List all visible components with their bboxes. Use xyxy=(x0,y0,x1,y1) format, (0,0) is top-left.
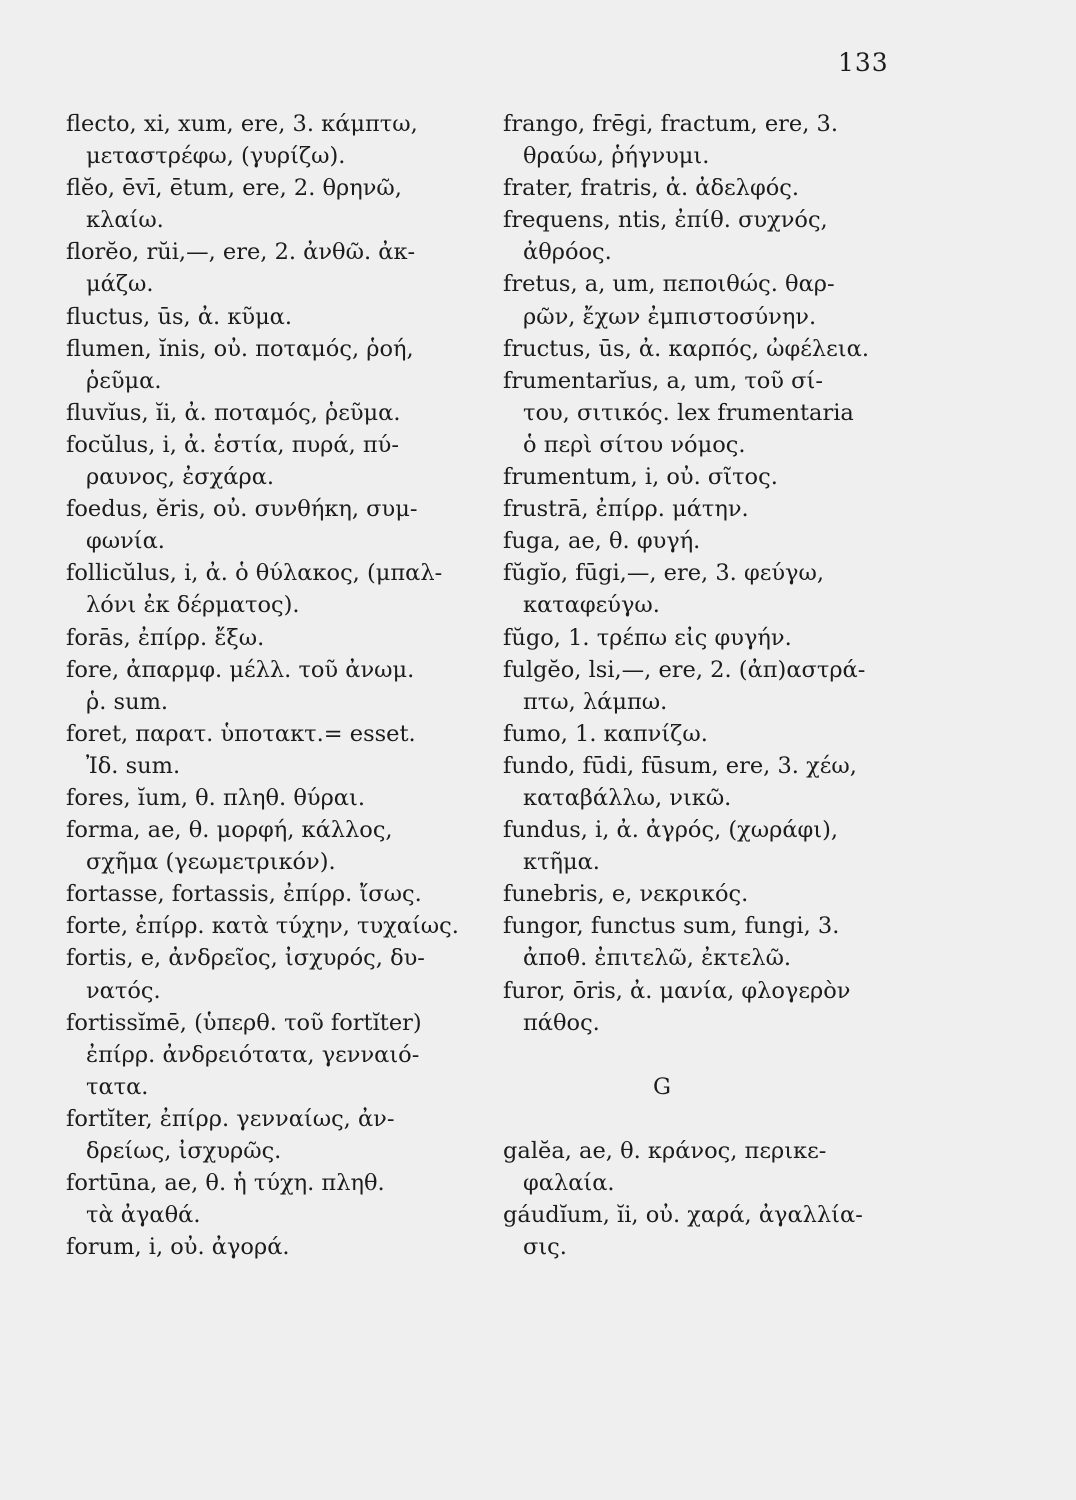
entry-line: forma, ae, θ. μορφή, κάλλος, xyxy=(66,817,393,844)
entry-continuation-line: δρείως, ἰσχυρῶς. xyxy=(86,1138,282,1164)
entry-continuation-line: φωνία. xyxy=(86,528,165,555)
entry-line: fungor, functus sum, fungi, 3. xyxy=(503,913,840,940)
entry-line: flĕo, ēvī, ētum, ere, 2. θρηνῶ, xyxy=(66,175,402,202)
entry-line: fortis, e, ἀνδρεῖος, ἰσχυρός, δυ- xyxy=(66,945,425,972)
entry-line: funebris, e, νεκρικός. xyxy=(503,881,749,908)
entry-continuation-line: ἀθρόος. xyxy=(523,239,612,266)
entry-line: fortĭter, ἐπίρρ. γενναίως, ἀν- xyxy=(66,1105,395,1132)
entry-line: galĕa, ae, θ. κράνος, περικε- xyxy=(503,1138,827,1164)
entry-continuation-line: καταφεύγω. xyxy=(523,592,660,619)
entry-continuation-line: ῥ. sum. xyxy=(86,688,169,715)
entry-line: fructus, ūs, ἀ. καρπός, ὠφέλεια. xyxy=(503,335,869,362)
entry-line: flecto, xi, xum, ere, 3. κάμπτω, xyxy=(66,111,418,137)
entry-continuation-line: κλαίω. xyxy=(86,207,164,234)
entry-line: foret, παρατ. ὑποτακτ.= esset. xyxy=(66,720,416,747)
entry-line: fumo, 1. καπνίζω. xyxy=(503,720,708,747)
entry-line: flumen, ĭnis, οὐ. ποταμός, ῥοή, xyxy=(66,335,414,362)
entry-continuation-line: μάζω. xyxy=(86,271,154,298)
entry-line: foedus, ĕris, οὐ. συνθήκη, συμ- xyxy=(66,496,418,523)
entry-line: frustrā, ἐπίρρ. μάτην. xyxy=(503,496,749,523)
entry-continuation-line: νατός. xyxy=(86,977,161,1004)
entry-continuation-line: θραύω, ῥήγνυμι. xyxy=(523,143,710,170)
section-gap xyxy=(503,1039,913,1071)
entry-continuation-line: κτῆμα. xyxy=(523,849,600,876)
entry-continuation-line: ὁ περὶ σίτου νόμος. xyxy=(523,431,746,458)
entry-line: gáudĭum, ĭi, οὐ. χαρά, ἀγαλλία- xyxy=(503,1202,863,1229)
entry-line: focŭlus, i, ἀ. ἑστία, πυρά, πύ- xyxy=(66,431,399,458)
entry-line: fundo, fūdi, fūsum, ere, 3. χέω, xyxy=(503,752,857,779)
entry-line: furor, ōris, ἀ. μανία, φλογερὸν xyxy=(503,977,851,1004)
entry-line: fulgĕo, lsi,—, ere, 2. (ἀπ)αστρά- xyxy=(503,656,866,683)
entry-continuation-line: σις. xyxy=(523,1234,567,1261)
entry-line: fortissĭmē, (ὑπερθ. τοῦ fortĭter) xyxy=(66,1009,422,1036)
entry-line: fortūna, ae, θ. ἡ τύχη. πληθ. xyxy=(66,1170,385,1197)
entry-line: frango, frēgi, fractum, ere, 3. xyxy=(503,111,838,137)
entry-line: fortasse, fortassis, ἐπίρρ. ἴσως. xyxy=(66,881,422,908)
entry-line: fuga, ae, θ. φυγή. xyxy=(503,528,701,555)
entry-continuation-line: πτω, λάμπω. xyxy=(523,688,668,715)
entry-continuation-line: ραυνος, ἐσχάρα. xyxy=(86,464,275,491)
entry-continuation-line: ῥεῦμα. xyxy=(86,367,162,394)
page-number: 133 xyxy=(838,48,889,77)
section-gap xyxy=(503,1103,913,1135)
entry-continuation-line: ἐπίρρ. ἀνδρειότατα, γενναιό- xyxy=(86,1041,420,1068)
entry-continuation-line: τατα. xyxy=(86,1073,149,1100)
entry-line: frater, fratris, ἀ. ἀδελφός. xyxy=(503,175,799,202)
entry-continuation-line: Ἰδ. sum. xyxy=(86,752,181,779)
entry-continuation-line: καταβάλλω, νικῶ. xyxy=(523,784,732,811)
entry-line: fŭgo, 1. τρέπω εἰς φυγήν. xyxy=(503,624,792,651)
entry-line: fretus, a, um, πεποιθώς. θαρ- xyxy=(503,271,835,298)
entry-line: fore, ἀπαρμφ. μέλλ. τοῦ ἀνωμ. xyxy=(66,656,415,683)
section-letter-heading: G xyxy=(653,1073,671,1100)
entry-continuation-line: του, σιτικός. lex frumentaria xyxy=(523,399,854,426)
entry-line: fŭgĭo, fūgi,—, ere, 3. φεύγω, xyxy=(503,560,824,587)
right-column xyxy=(503,108,913,1263)
entry-line: frequens, ntis, ἐπίθ. συχνός, xyxy=(503,207,828,234)
entry-continuation-line: φαλαία. xyxy=(523,1170,615,1197)
entry-continuation-line: λόνι ἐκ δέρματος). xyxy=(86,592,300,619)
entry-line: forum, i, οὐ. ἀγορά. xyxy=(66,1234,290,1261)
entry-continuation-line: ἀποθ. ἐπιτελῶ, ἐκτελῶ. xyxy=(523,945,792,972)
entry-line: fluctus, ūs, ἀ. κῦμα. xyxy=(66,303,293,330)
entry-line: forte, ἐπίρρ. κατὰ τύχην, τυχαίως. xyxy=(66,913,459,940)
entry-line: follicŭlus, i, ἀ. ὁ θύλακος, (μπαλ- xyxy=(66,560,443,587)
entry-continuation-line: ρῶν, ἔχων ἐμπιστοσύνην. xyxy=(523,303,817,330)
entry-line: frumentarĭus, a, um, τοῦ σί- xyxy=(503,367,823,394)
entry-continuation-line: μεταστρέφω, (γυρίζω). xyxy=(86,143,346,170)
entry-line: frumentum, i, οὐ. σῖτος. xyxy=(503,464,778,491)
entry-continuation-line: τὰ ἀγαθά. xyxy=(86,1202,201,1229)
entry-line: forās, ἐπίρρ. ἔξω. xyxy=(66,624,265,651)
entry-continuation-line: πάθος. xyxy=(523,1009,600,1036)
entry-continuation-line: σχῆμα (γεωμετρικόν). xyxy=(86,849,336,876)
left-column xyxy=(66,108,476,1263)
entry-line: florĕo, rŭi,—, ere, 2. ἀνθῶ. ἀκ- xyxy=(66,239,416,266)
entry-line: fluvĭus, ĭi, ἀ. ποταμός, ῥεῦμα. xyxy=(66,399,401,426)
entry-line: fores, ĭum, θ. πληθ. θύραι. xyxy=(66,784,365,811)
entry-line: fundus, i, ἀ. ἀγρός, (χωράφι), xyxy=(503,817,839,844)
